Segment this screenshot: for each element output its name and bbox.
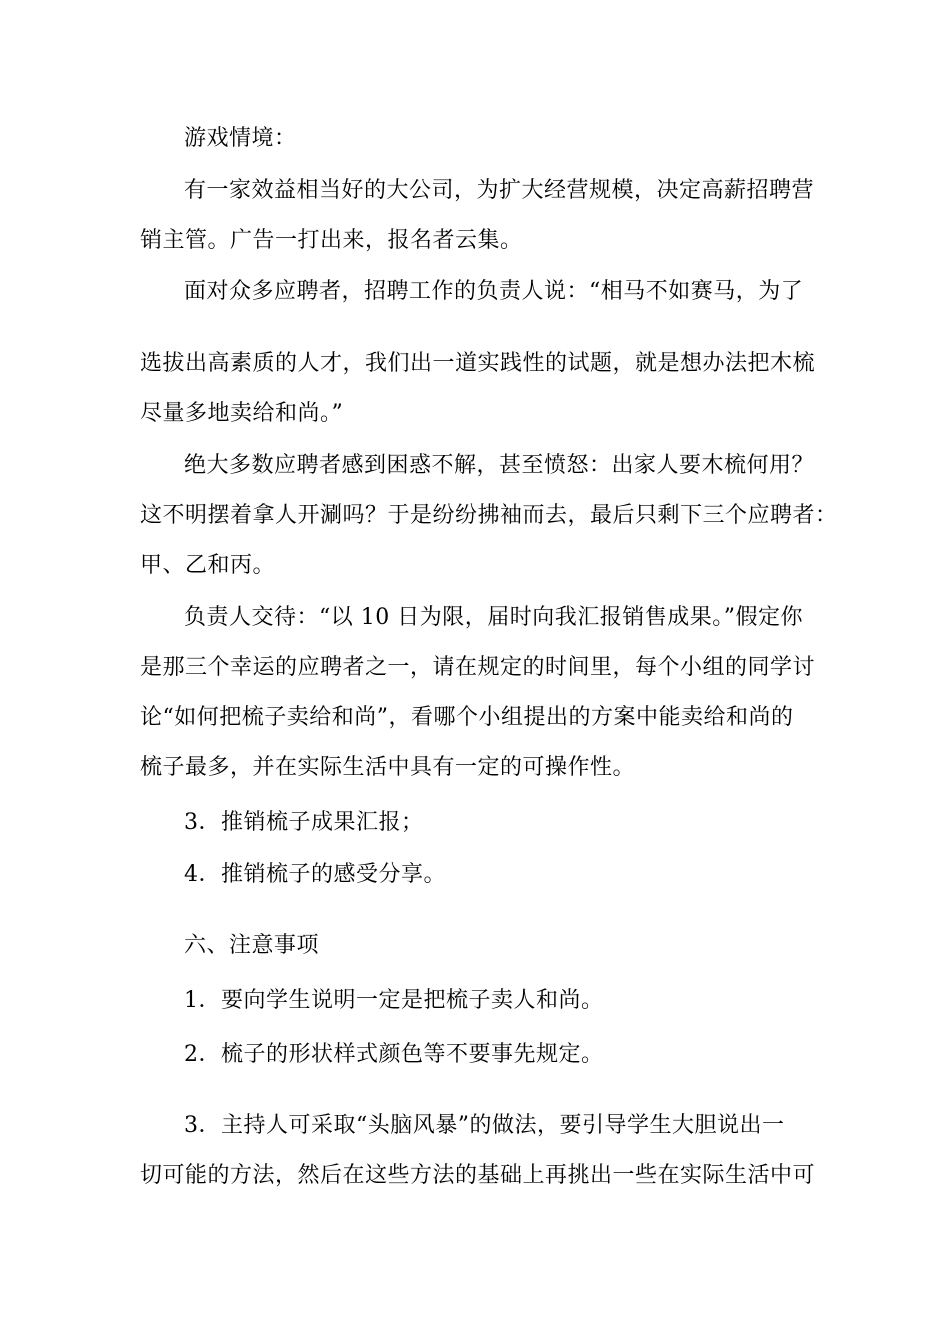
list-item: 2．梳子的形状样式颜色等不要事先规定。 <box>184 1042 604 1067</box>
paragraph-line: 销主管。广告一打出来，报名者云集。 <box>140 228 523 253</box>
list-item: 1．要向学生说明一定是把梳子卖人和尚。 <box>184 988 604 1013</box>
list-item: 4．推销梳子的感受分享。 <box>184 862 446 887</box>
paragraph-line: 面对众多应聘者，招聘工作的负责人说：“相马不如赛马，为了 <box>184 279 804 304</box>
paragraph-line: 甲、乙和丙。 <box>140 553 276 578</box>
paragraph-line: 选拔出高素质的人才，我们出一道实践性的试题，就是想办法把木梳 <box>140 351 816 376</box>
paragraph-line: 论“如何把梳子卖给和尚”，看哪个小组提出的方案中能卖给和尚的 <box>140 705 794 730</box>
paragraph-line: 有一家效益相当好的大公司，为扩大经营规模，决定高薪招聘营 <box>184 178 815 203</box>
section-heading-notes: 六、注意事项 <box>184 933 320 958</box>
paragraph-line: 梳子最多，并在实际生活中具有一定的可操作性。 <box>140 755 636 780</box>
list-item: 3．推销梳子成果汇报； <box>184 810 424 835</box>
paragraph-line: 是那三个幸运的应聘者之一，请在规定的时间里，每个小组的同学讨 <box>140 655 816 680</box>
list-item: 3．主持人可采取“头脑风暴”的做法，要引导学生大胆说出一 <box>184 1113 785 1138</box>
paragraph-line: 尽量多地卖给和尚。” <box>140 401 344 426</box>
paragraph-line: 这不明摆着拿人开涮吗？于是纷纷拂袖而去，最后只剩下三个应聘者： <box>140 503 838 528</box>
paragraph-line: 切可能的方法，然后在这些方法的基础上再挑出一些在实际生活中可 <box>140 1163 816 1188</box>
paragraph-line: 绝大多数应聘者感到困惑不解，甚至愤怒：出家人要木梳何用？ <box>184 453 815 478</box>
section-heading-game-scenario: 游戏情境： <box>184 126 297 151</box>
paragraph-line: 负责人交待：“以 10 日为限，届时向我汇报销售成果。”假定你 <box>184 605 803 630</box>
